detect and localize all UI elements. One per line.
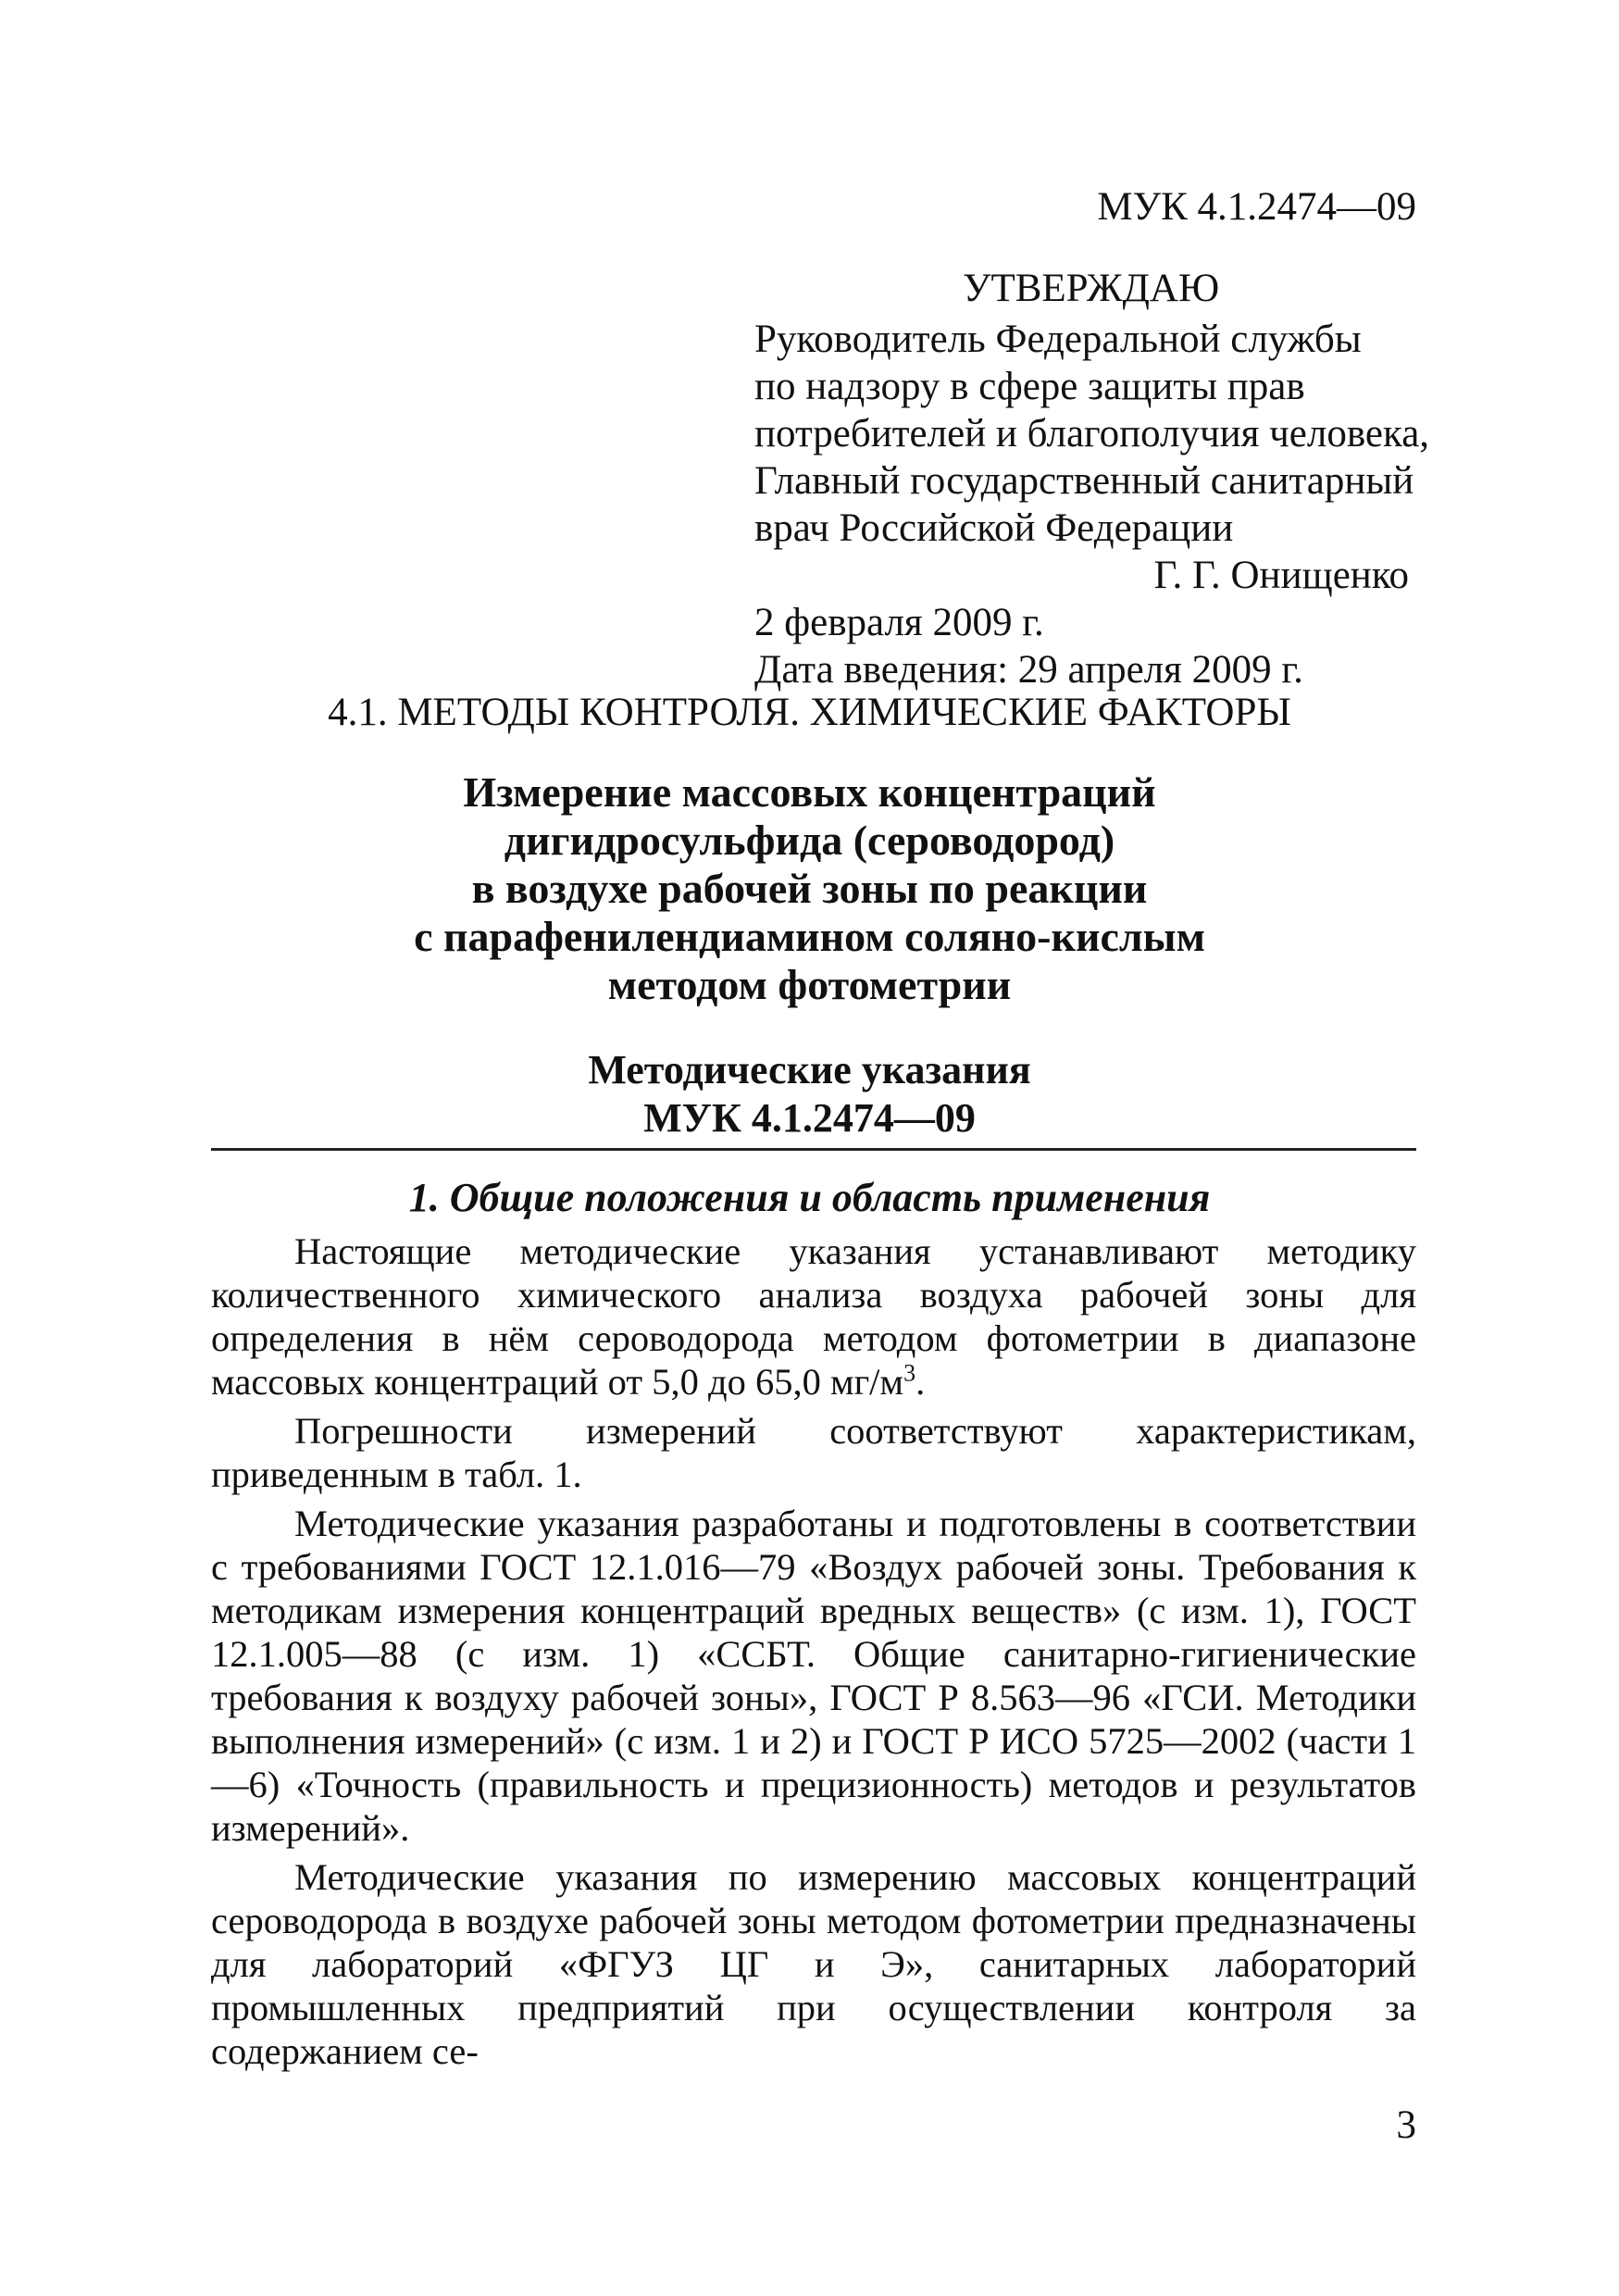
superscript: 3: [903, 1359, 916, 1387]
document-title: [0, 768, 1619, 1009]
document-code: МУК 4.1.2474—09: [1097, 185, 1416, 229]
section-body: [211, 1229, 1416, 2078]
horizontal-rule: [211, 1148, 1416, 1151]
title-line: с парафенилендиамином соляно-кислым: [414, 913, 1205, 960]
approval-signer: Г. Г. Онищенко: [1153, 554, 1409, 597]
paragraph: Методические указания по измерению массовых концентраций сероводорода в воздухе рабочей зоны методом фотометрии предназначены для лабораторий «ФГУЗ ЦГ и Э», санитарных лабораторий промышленных предприятий при осуществлении контроля за содержанием се-: [211, 1856, 1416, 2072]
page-number: 3: [1396, 2103, 1416, 2147]
title-line: дигидросульфида (сероводород): [504, 817, 1115, 864]
title-line: в воздухе рабочей зоны по реакции: [471, 865, 1148, 912]
approval-line: потребителей и благополучия человека,: [754, 412, 1430, 455]
approval-block: [754, 265, 1430, 693]
paragraph: Методические указания разработаны и подготовлены в соответствии с требованиями ГОСТ 12.1.016—79 «Воздух рабочей зоны. Требования к методикам измерения концентраций вредных веществ» (с изм. 1), ГОСТ 12.1.005—88 (с изм. 1) «ССБТ. Общие санитарно-гигиенические требования к воздуху рабочей зоны», ГОСТ Р 8.563—96 «ГСИ. Методики выполнения измерений» (с изм. 1 и 2) и ГОСТ Р ИСО 5725—2002 (части 1—6) «Точность (правильность и прецизионность) методов и результатов измерений».: [211, 1503, 1416, 1849]
title-line: методом фотометрии: [607, 961, 1012, 1008]
document-subtitle: [0, 1046, 1619, 1142]
approval-line: по надзору в сфере защиты прав: [754, 365, 1305, 408]
section-code: 4.1. МЕТОДЫ КОНТРОЛЯ. ХИМИЧЕСКИЕ ФАКТОРЫ: [328, 691, 1291, 734]
subtitle-code: МУК 4.1.2474—09: [643, 1095, 976, 1141]
approval-title: УТВЕРЖДАЮ: [963, 267, 1220, 310]
paragraph-text: Настоящие методические указания устанавливают методику количественного химического анализа воздуха рабочей зоны для определения в нём сероводорода методом фотометрии в диапазоне массовых концентраций от 5,0 до 65,0 мг/м: [211, 1230, 1416, 1403]
approval-line: Руководитель Федеральной службы: [754, 318, 1362, 361]
subtitle-type: Методические указания: [588, 1047, 1031, 1092]
paragraph: Погрешности измерений соответствуют характеристикам, приведенным в табл. 1.: [211, 1410, 1416, 1495]
approval-date: 2 февраля 2009 г.: [754, 601, 1044, 644]
approval-line: врач Российской Федерации: [754, 506, 1234, 550]
paragraph-end: .: [915, 1361, 926, 1403]
title-line: Измерение массовых концентраций: [463, 768, 1156, 816]
paragraph: [211, 1229, 1416, 1404]
section-heading: 1. Общие положения и область применения: [408, 1175, 1211, 1220]
approval-line: Главный государственный санитарный: [754, 459, 1414, 503]
introduction-date: Дата введения: 29 апреля 2009 г.: [754, 648, 1303, 692]
